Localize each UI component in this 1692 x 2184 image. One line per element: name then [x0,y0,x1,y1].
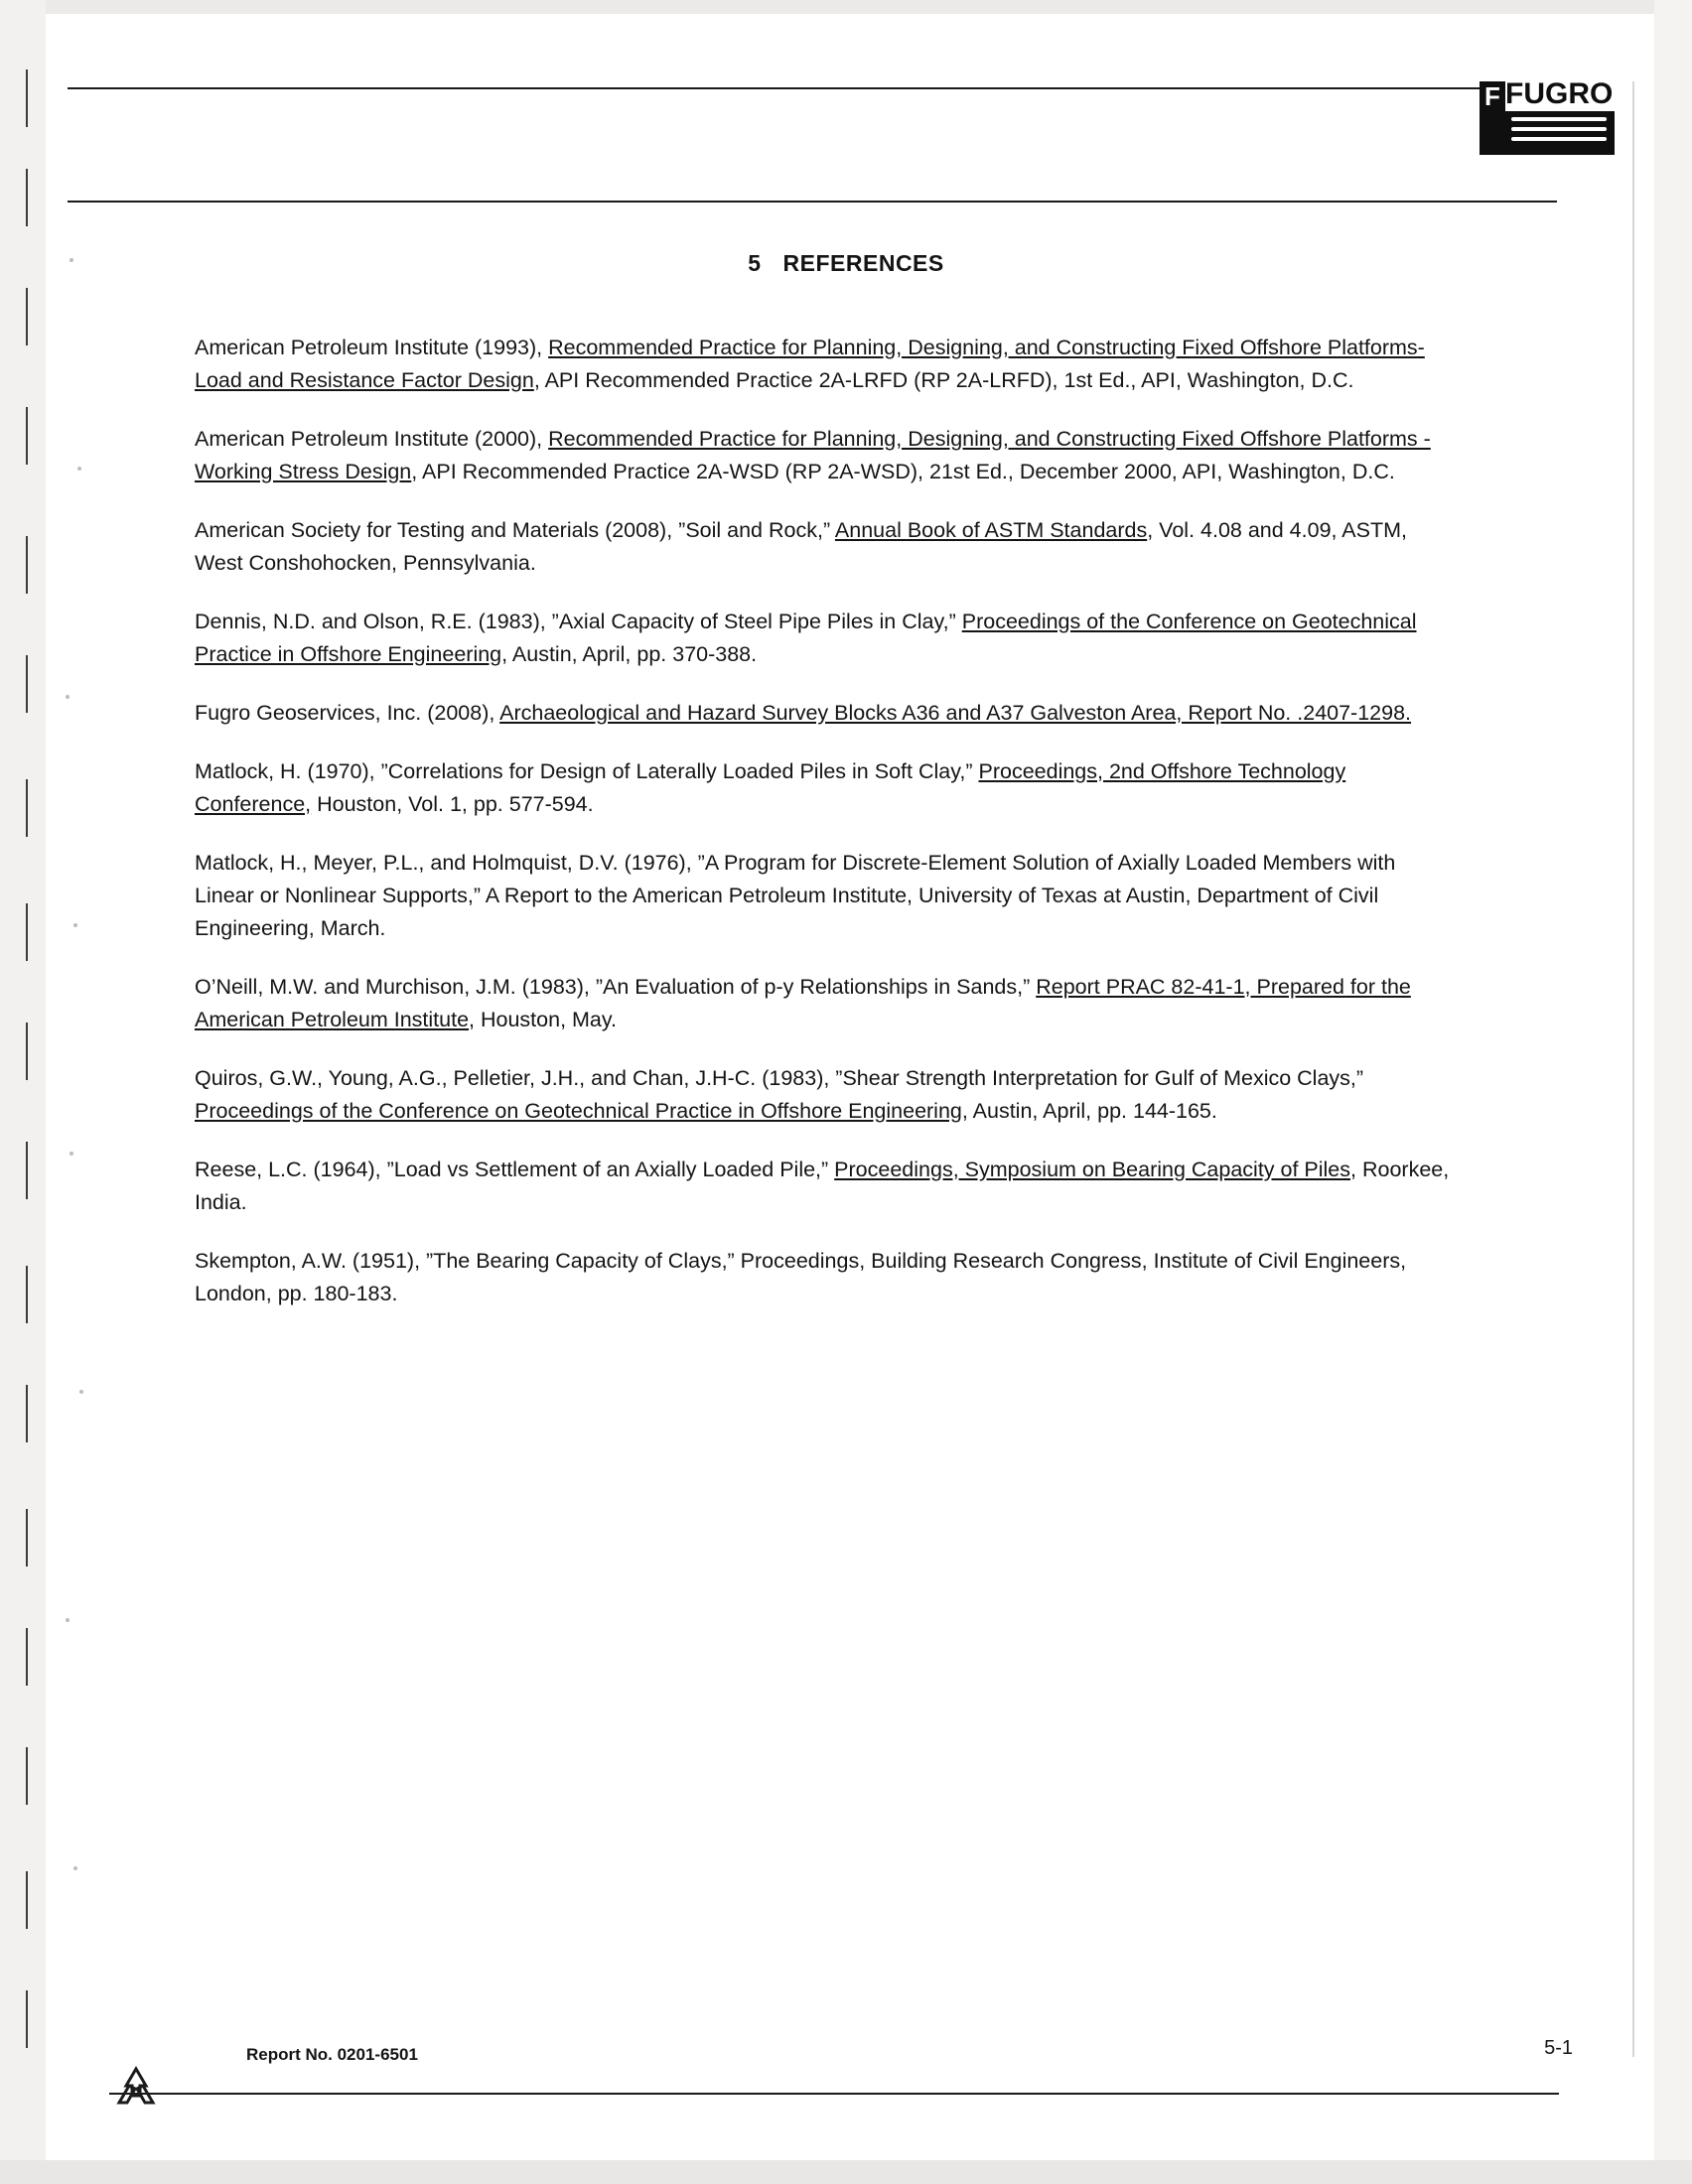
fugro-logo [1480,79,1615,157]
reference-entry [195,1154,1456,1219]
reference-entry [195,514,1456,580]
scan-edge-right [1654,0,1692,2184]
references-list [195,310,1456,1336]
footer-report-number: Report No. 0201-6501 [246,2045,418,2064]
scan-edge-top [0,0,1692,14]
footer-rule [109,2093,1559,2095]
reference-text: , Austin, April, pp. 144-165. [961,1098,1217,1123]
reference-title: Proceedings of the Conference on Geotechnical Practice in Offshore Engineering [195,609,1417,666]
reference-text: Skempton, A.W. (1951), ”The Bearing Capacity of Clays,” Proceedings, Building Research Congress, Institute of Civil Engineers, London, pp. 180-183. [195,1248,1407,1305]
reference-text: American Petroleum Institute (1993), [195,335,549,359]
reference-text: , Vol. 4.08 and 4.09, ASTM, West Conshohocken, Pennsylvania. [195,517,1407,575]
reference-text: Dennis, N.D. and Olson, R.E. (1983), ”Axial Capacity of Steel Pipe Piles in Clay,” [195,609,962,633]
reference-title: Proceedings of the Conference on Geotechnical Practice in Offshore Engineering [195,1098,962,1123]
reference-entry [195,755,1456,821]
reference-entry [195,332,1456,397]
fugro-logo-f-mark: F [1480,81,1505,155]
reference-title: Archaeological and Hazard Survey Blocks A36 and A37 Galveston Area, Report No. .2407-1298. [499,700,1412,725]
fugro-logo-waves-icon [1505,111,1615,155]
reference-title: Proceedings, Symposium on Bearing Capacity of Piles [834,1157,1351,1181]
section-title-text: REFERENCES [782,250,944,276]
page-frame-right [1632,81,1634,2057]
reference-text: O’Neill, M.W. and Murchison, J.M. (1983), ”An Evaluation of p-y Relationships in Sands,” [195,974,1037,999]
section-heading [0,250,1692,277]
reference-text: , API Recommended Practice 2A-WSD (RP 2A-WSD), 21st Ed., December 2000, API, Washington, D.C. [411,459,1395,483]
footer-page-number: 5-1 [1544,2037,1573,2059]
reference-entry [195,971,1456,1036]
reference-text: Reese, L.C. (1964), ”Load vs Settlement of an Axially Loaded Pile,” [195,1157,835,1181]
reference-text: American Society for Testing and Materials (2008), ”Soil and Rock,” [195,517,835,542]
reference-text: , Austin, April, pp. 370-388. [501,641,758,666]
header-rule-top [68,87,1557,89]
reference-entry [195,1062,1456,1128]
recycle-icon [107,2063,165,2115]
reference-text: Fugro Geoservices, Inc. (2008), [195,700,500,725]
reference-entry [195,606,1456,671]
reference-text: , API Recommended Practice 2A-LRFD (RP 2A-LRFD), 1st Ed., API, Washington, D.C. [533,367,1354,392]
reference-text: Quiros, G.W., Young, A.G., Pelletier, J.H., and Chan, J.H-C. (1983), ”Shear Strength Interpretation for Gulf of Mexico Clays,” [195,1065,1364,1090]
reference-title: Recommended Practice for Planning, Designing, and Constructing Fixed Offshore Platforms - Working Stress Design [195,426,1431,483]
reference-title: Report PRAC 82-41-1, Prepared for the American Petroleum Institute [195,974,1411,1031]
reference-text: , Roorkee, India. [195,1157,1450,1214]
reference-title: Proceedings, 2nd Offshore Technology Conference, [195,758,1346,816]
reference-text: Matlock, H., Meyer, P.L., and Holmquist, D.V. (1976), ”A Program for Discrete-Element Solution of Axially Loaded Members with Linear or Nonlinear Supports,” A Report to the American Petroleum Institute, University of Texas at Austin, Department of Civil Engineering, March. [195,850,1396,940]
reference-title: Annual Book of ASTM Standards [834,517,1148,542]
margin-binder-marks [22,40,62,2105]
reference-text: American Petroleum Institute (2000), [195,426,549,451]
header-rule-bottom [68,201,1557,203]
reference-entry [195,1245,1456,1310]
reference-title: Recommended Practice for Planning, Designing, and Constructing Fixed Offshore Platforms-Load and Resistance Factor Design [195,335,1425,392]
reference-text: Houston, Vol. 1, pp. 577-594. [311,791,594,816]
reference-entry [195,697,1456,730]
section-number: 5 [748,250,762,276]
reference-entry [195,847,1456,945]
scan-edge-bottom [0,2160,1692,2184]
reference-entry [195,423,1456,488]
reference-text: , Houston, May. [469,1007,618,1031]
fugro-logo-wordmark: FUGRO [1505,77,1614,110]
reference-text: Matlock, H. (1970), ”Correlations for Design of Laterally Loaded Piles in Soft Clay,” [195,758,979,783]
